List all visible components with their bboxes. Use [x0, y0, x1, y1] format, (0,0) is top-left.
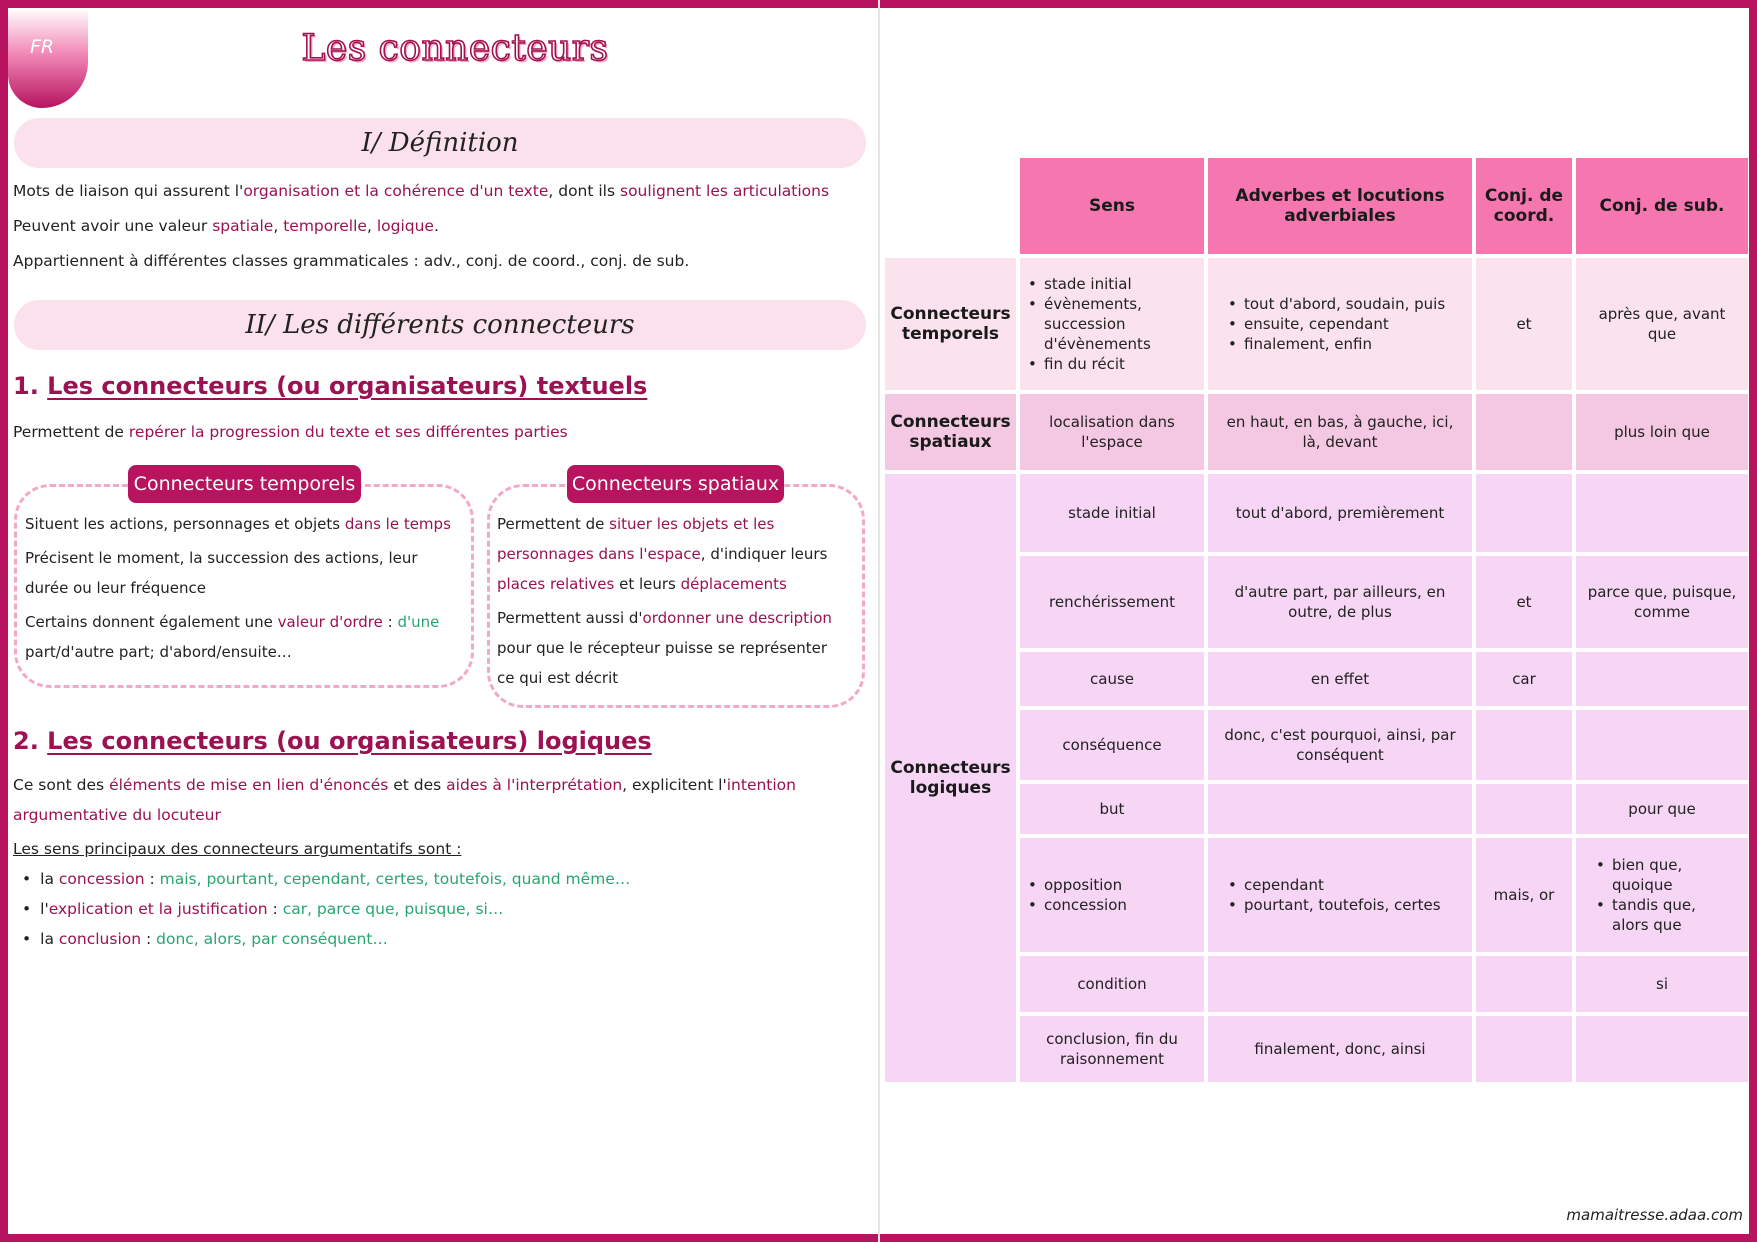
spatiaux-line-3: places relatives et leurs déplacements — [497, 575, 787, 593]
logiques-sub — [1576, 1016, 1748, 1082]
definition-line-1: Mots de liaison qui assurent l'organisation et la cohérence d'un texte, dont ils soulignent les articulations — [13, 182, 830, 200]
page-fold — [878, 0, 880, 1242]
list-item: • finalement, enfin — [1228, 334, 1445, 354]
logiques-coord: et — [1476, 556, 1572, 648]
footer-url: mamaitresse.adaa.com — [1566, 1206, 1743, 1224]
definition-line-3: Appartiennent à différentes classes grammaticales : adv., conj. de coord., conj. de sub. — [13, 252, 690, 270]
row-label-spatiaux: Connecteurs spatiaux — [885, 394, 1016, 470]
logiques-adverbes: tout d'abord, premièrement — [1208, 474, 1472, 552]
list-item: • évènements, succession d'évènements — [1028, 294, 1196, 354]
spatiaux-coord — [1476, 394, 1572, 470]
logiques-sens: renchérissement — [1020, 556, 1204, 648]
logiques-line-3: Les sens principaux des connecteurs argumentatifs sont : — [13, 840, 462, 858]
spatiaux-line-1: Permettent de situer les objets et les — [497, 515, 775, 533]
logiques-coord — [1476, 474, 1572, 552]
list-item: • stade initial — [1028, 274, 1196, 294]
logiques-sub — [1576, 838, 1748, 952]
list-item: • fin du récit — [1028, 354, 1196, 374]
label-connecteurs-temporels: Connecteurs temporels — [128, 465, 361, 503]
logiques-line-2: argumentative du locuteur — [13, 806, 221, 824]
temporels-line-4: Certains donnent également une valeur d'ordre : d'une — [25, 613, 440, 631]
spatiaux-adverbes: en haut, en bas, à gauche, ici, là, devant — [1208, 394, 1472, 470]
table-header-adverbes: Adverbes et locutions adverbiales — [1208, 158, 1472, 254]
spatiaux-line-5: pour que le récepteur puisse se représenter — [497, 639, 828, 657]
definition-line-2: Peuvent avoir une valeur spatiale, temporelle, logique. — [13, 217, 439, 235]
temporels-line-3: durée ou leur fréquence — [25, 579, 206, 597]
logiques-sens: conclusion, fin du raisonnement — [1020, 1016, 1204, 1082]
table-header-sens: Sens — [1020, 158, 1204, 254]
temporels-adverbes — [1208, 258, 1472, 390]
logiques-sub: si — [1576, 956, 1748, 1012]
list-item: • concession — [1028, 895, 1127, 915]
temporels-line-2: Précisent le moment, la succession des actions, leur — [25, 549, 418, 567]
subsection-logiques-title: 2. Les connecteurs (ou organisateurs) logiques — [13, 727, 652, 755]
logiques-adverbes: donc, c'est pourquoi, ainsi, par conséquent — [1208, 710, 1472, 780]
logiques-coord — [1476, 1016, 1572, 1082]
temporels-coord: et — [1476, 258, 1572, 390]
logiques-sens: stade initial — [1020, 474, 1204, 552]
list-item: • bien que, quoique — [1596, 855, 1714, 895]
list-item: • cependant — [1228, 875, 1441, 895]
logiques-line-1: Ce sont des éléments de mise en lien d'énoncés et des aides à l'interprétation, explicitent l'intention — [13, 776, 796, 794]
logiques-sub: pour que — [1576, 784, 1748, 834]
logiques-coord — [1476, 956, 1572, 1012]
list-item: • ensuite, cependant — [1228, 314, 1445, 334]
logiques-coord: car — [1476, 652, 1572, 706]
logiques-sub: parce que, puisque, comme — [1576, 556, 1748, 648]
logiques-sens: but — [1020, 784, 1204, 834]
logiques-sub — [1576, 710, 1748, 780]
spatiaux-line-4: Permettent aussi d'ordonner une description — [497, 609, 832, 627]
logiques-sens: conséquence — [1020, 710, 1204, 780]
textuels-intro: Permettent de repérer la progression du texte et ses différentes parties — [13, 423, 568, 441]
logiques-coord — [1476, 710, 1572, 780]
bullet-explication: • l'explication et la justification : car, parce que, puisque, si… — [22, 900, 503, 918]
subject-label: FR — [30, 36, 55, 58]
subsection-textuels-title: 1. Les connecteurs (ou organisateurs) textuels — [13, 372, 648, 400]
row-label-logiques: Connecteurs logiques — [885, 474, 1016, 1082]
row-label-temporels: Connecteurs temporels — [885, 258, 1016, 390]
logiques-sub — [1576, 652, 1748, 706]
spatiaux-sens: localisation dans l'espace — [1020, 394, 1204, 470]
label-connecteurs-spatiaux: Connecteurs spatiaux — [567, 465, 784, 503]
list-item: • pourtant, toutefois, certes — [1228, 895, 1441, 915]
temporels-sub: après que, avant que — [1576, 258, 1748, 390]
logiques-adverbes — [1208, 838, 1472, 952]
temporels-line-5: part/d'autre part; d'abord/ensuite… — [25, 643, 292, 661]
list-item: • opposition — [1028, 875, 1127, 895]
logiques-sens — [1020, 838, 1204, 952]
temporels-sens — [1020, 258, 1204, 390]
list-item: • tandis que, alors que — [1596, 895, 1714, 935]
logiques-coord — [1476, 784, 1572, 834]
logiques-adverbes — [1208, 956, 1472, 1012]
bullet-concession: • la concession : mais, pourtant, cependant, certes, toutefois, quand même… — [22, 870, 630, 888]
logiques-sens: condition — [1020, 956, 1204, 1012]
table-header-coord: Conj. de coord. — [1476, 158, 1572, 254]
section-connecteurs-heading: II/ Les différents connecteurs — [14, 300, 866, 350]
logiques-sub — [1576, 474, 1748, 552]
section-definition-heading: I/ Définition — [14, 118, 866, 168]
logiques-sens: cause — [1020, 652, 1204, 706]
page-title: Les connecteurs — [301, 28, 609, 69]
bullet-conclusion: • la conclusion : donc, alors, par conséquent… — [22, 930, 388, 948]
spatiaux-line-2: personnages dans l'espace, d'indiquer leurs — [497, 545, 828, 563]
logiques-adverbes: d'autre part, par ailleurs, en outre, de plus — [1208, 556, 1472, 648]
logiques-coord: mais, or — [1476, 838, 1572, 952]
logiques-adverbes: en effet — [1208, 652, 1472, 706]
table-header-sub: Conj. de sub. — [1576, 158, 1748, 254]
list-item: • tout d'abord, soudain, puis — [1228, 294, 1445, 314]
spatiaux-line-6: ce qui est décrit — [497, 669, 619, 687]
temporels-line-1: Situent les actions, personnages et objets dans le temps — [25, 515, 451, 533]
logiques-adverbes: finalement, donc, ainsi — [1208, 1016, 1472, 1082]
logiques-adverbes — [1208, 784, 1472, 834]
spatiaux-sub: plus loin que — [1576, 394, 1748, 470]
